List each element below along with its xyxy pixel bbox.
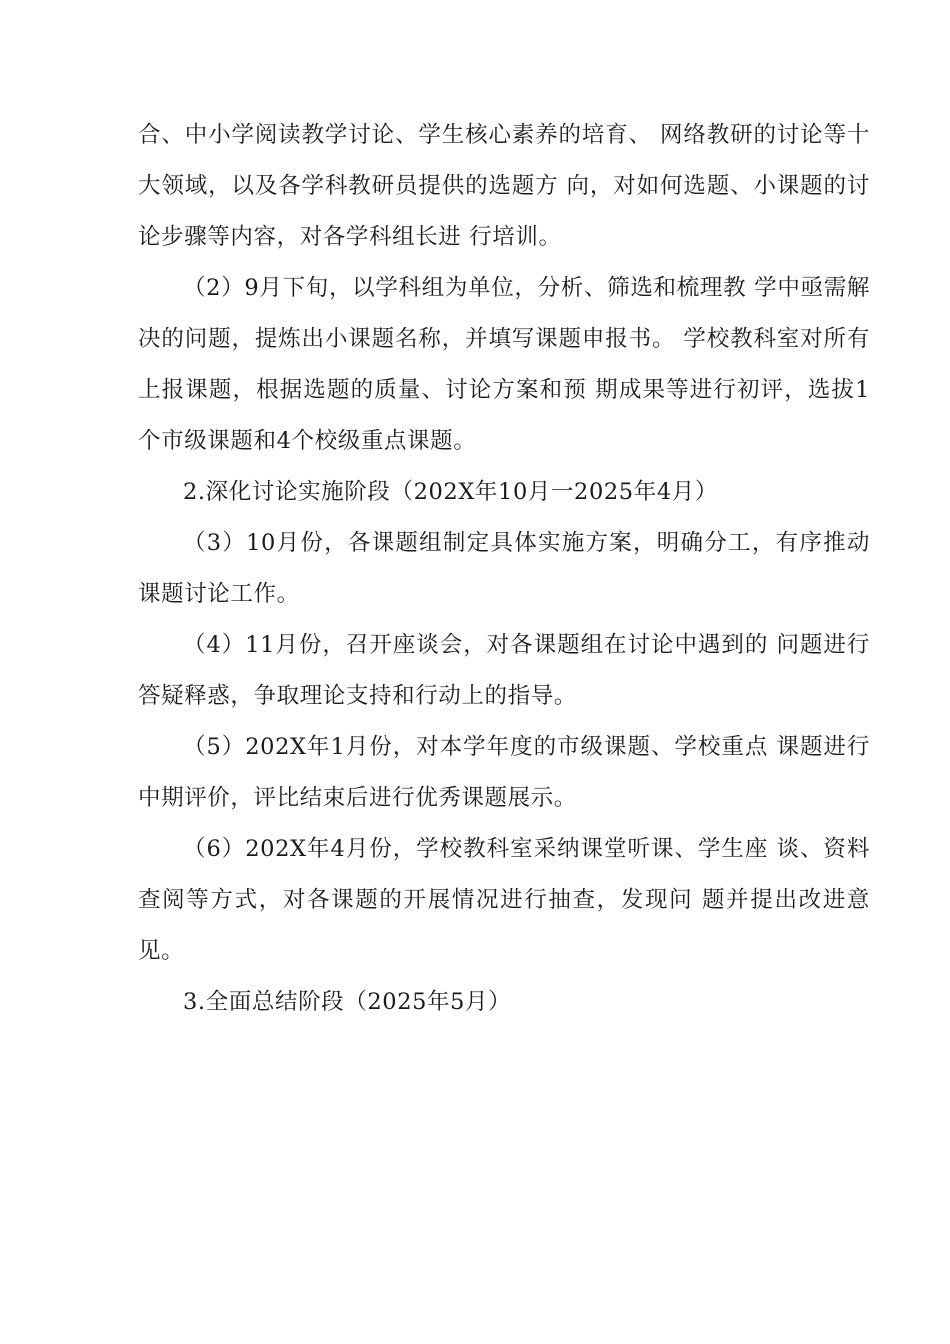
paragraph-step-4: （4）11月份，召开座谈会，对各课题组在讨论中遇到的 问题进行答疑释惑，争取理论支持和行动上的指导。 <box>138 632 870 709</box>
paragraph-step-6: （6）202X年4月份，学校教科室采纳课堂听课、学生座 谈、资料查阅等方式，对各课题的开展情况进行抽查，发现问 题并提出改进意见。 <box>138 836 870 964</box>
section-heading-stage-2: 2.深化讨论实施阶段（202X年10月一2025年4月） <box>183 479 718 505</box>
paragraph-step-3: （3）10月份，各课题组制定具体实施方案，明确分工，有序推动课题讨论工作。 <box>138 530 870 607</box>
section-heading-stage-3: 3.全面总结阶段（2025年5月） <box>183 989 512 1015</box>
paragraph-continuation: 合、中小学阅读教学讨论、学生核心素养的培育、 网络教研的讨论等十大领域，以及各学科教研员提供的选题方 向，对如何选题、小课题的讨论步骤等内容，对各学科组长进 行培训。 <box>138 122 870 250</box>
paragraph-step-2: （2）9月下旬，以学科组为单位，分析、筛选和梳理教 学中亟需解决的问题，提炼出小课题名称，并填写课题申报书。 学校教科室对所有上报课题，根据选题的质量、讨论方案和预 期成果等进行初评，选拔1个市级课题和4个校级重点课题。 <box>138 275 870 454</box>
document-body <box>138 110 870 1028</box>
paragraph-step-5: （5）202X年1月份，对本学年度的市级课题、学校重点 课题进行中期评价，评比结束后进行优秀课题展示。 <box>138 734 870 811</box>
